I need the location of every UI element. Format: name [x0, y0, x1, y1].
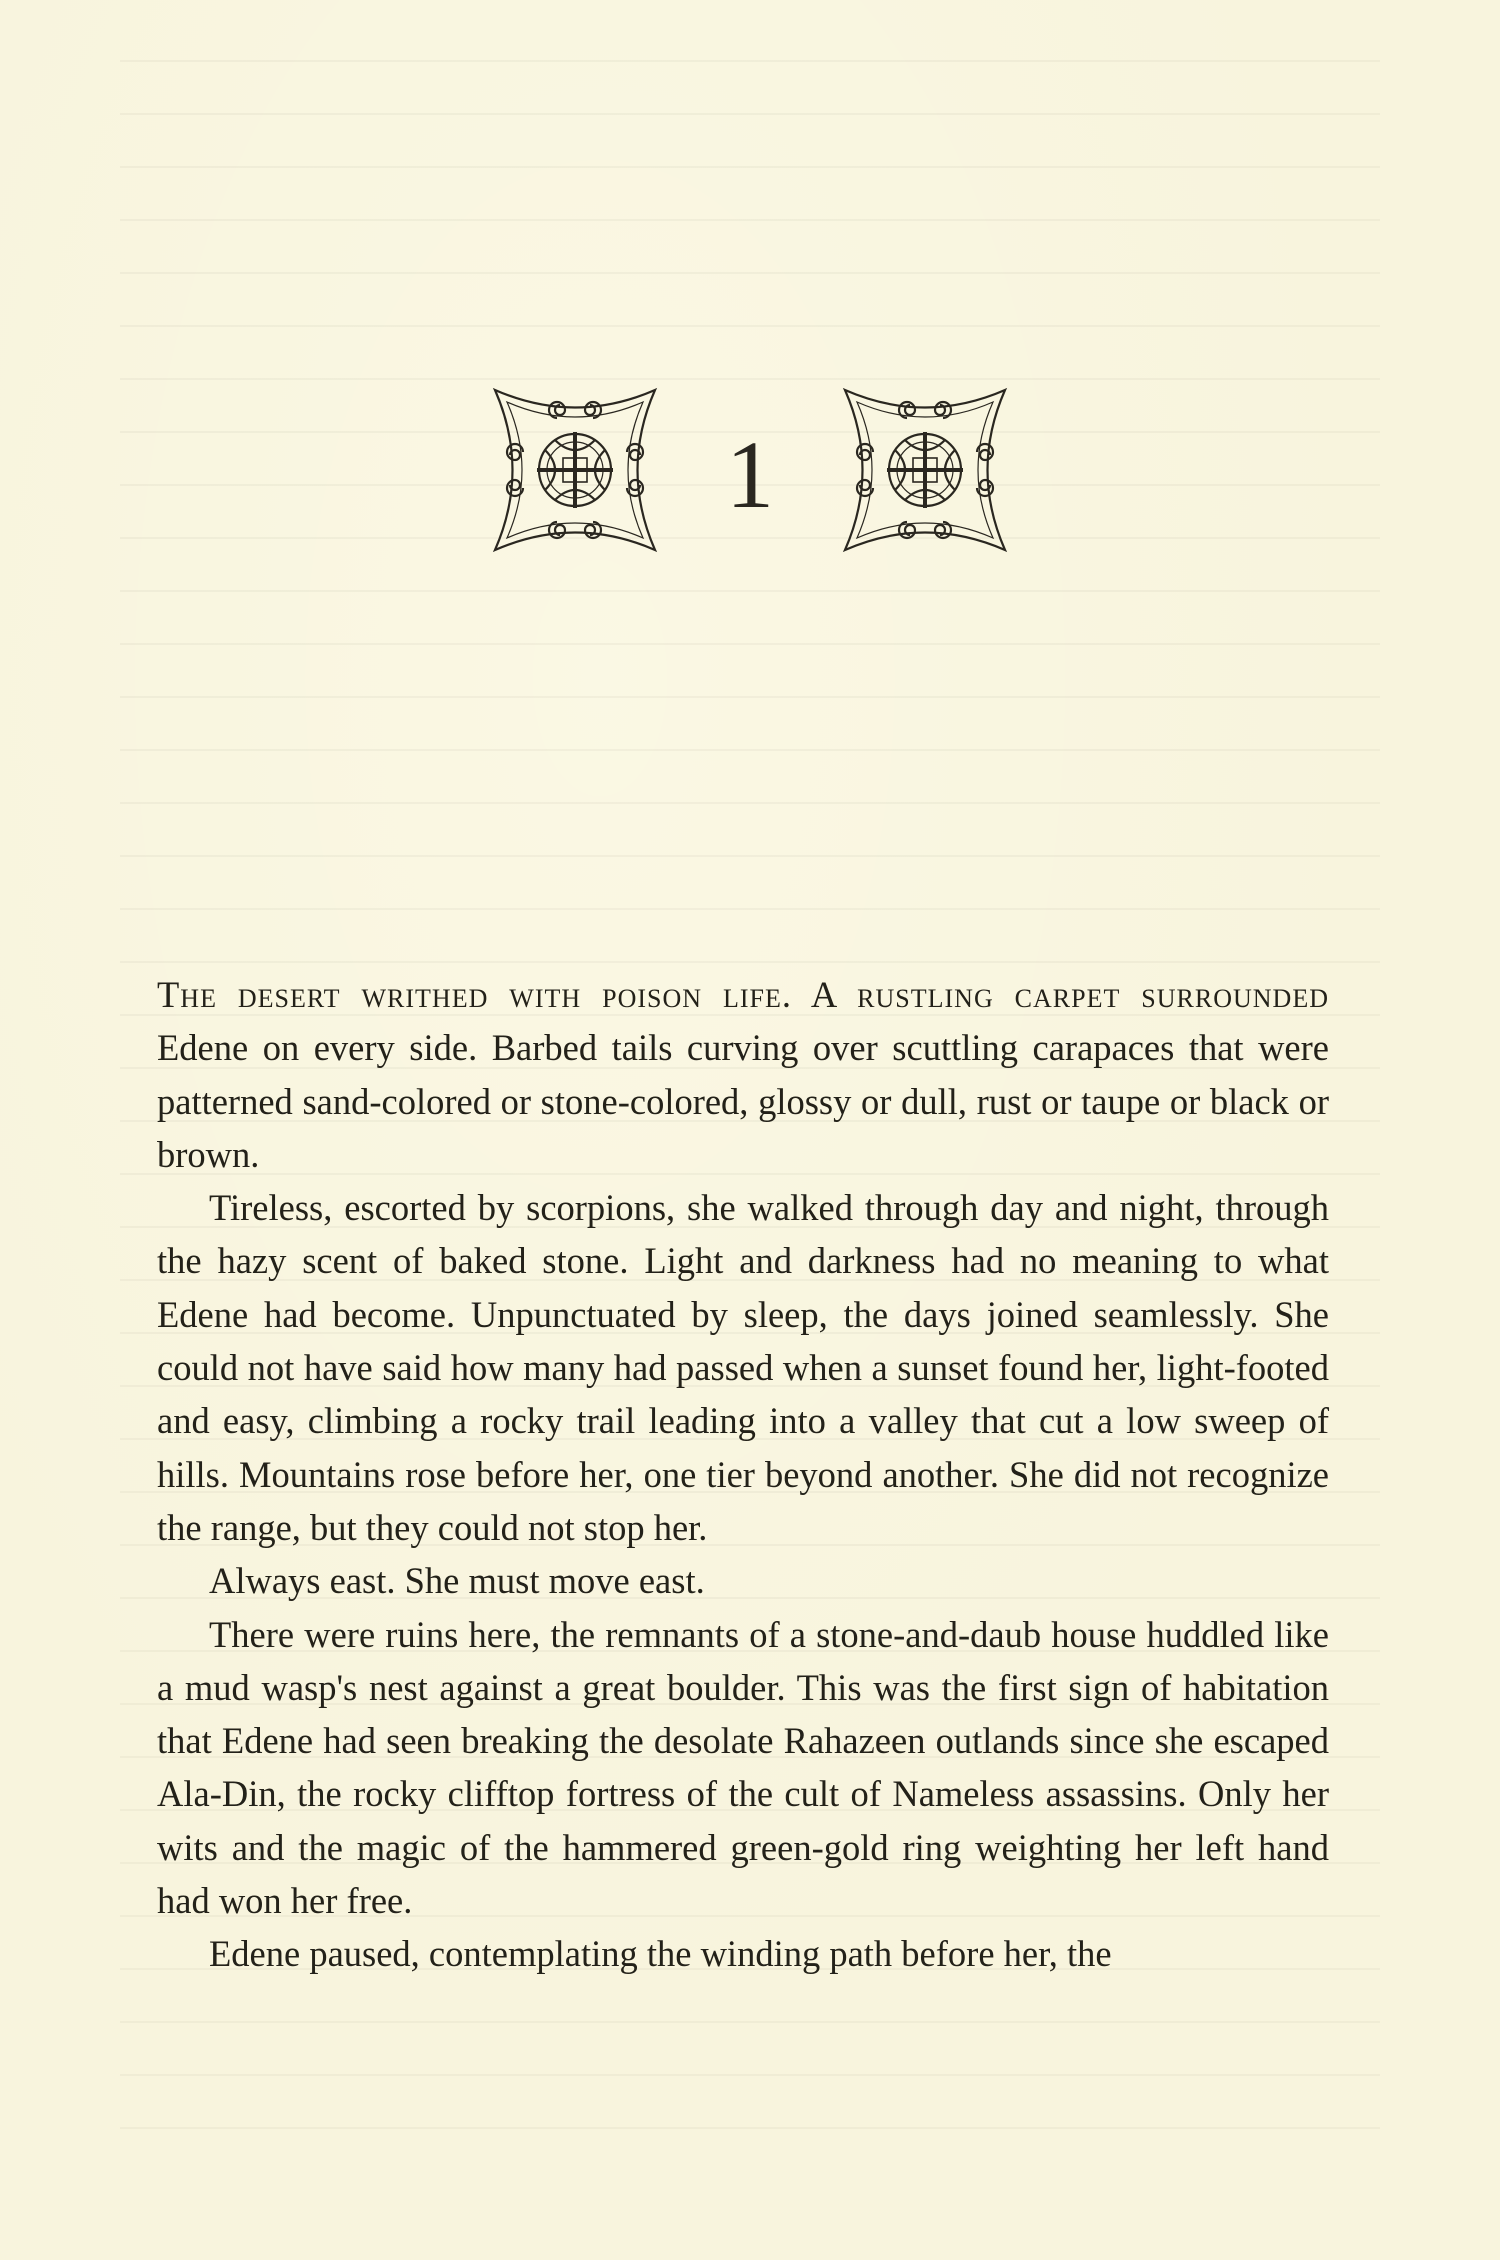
- paragraph-1: [157, 968, 1329, 1181]
- chapter-heading: [485, 380, 1015, 560]
- chapter-body: [157, 968, 1329, 1981]
- paragraph-1-text: Edene on every side. Barbed tails curving over scuttling carapaces that were patterned sand-colored or stone-colored, glossy or dull, rust or taupe or black or brown.: [157, 1027, 1329, 1175]
- opening-lead-in: The desert writhed with poison life. A rustling carpet surrounded: [157, 974, 1329, 1015]
- celtic-knot-ornament-icon: [485, 380, 665, 560]
- paragraph-3: Always east. She must move east.: [209, 1560, 705, 1602]
- chapter-number: 1: [726, 421, 774, 528]
- paragraph-2: Tireless, escorted by scorpions, she walked through day and night, through the hazy scent of baked stone. Light and darkness had no meaning to what Edene had become. Unpunctuated by sleep, the days joined seamlessly. She could not have said how many had passed when a sunset found her, light-footed and easy, climbing a rocky trail leading into a valley that cut a low sweep of hills. Mountains rose before her, one tier beyond another. She did not recognize the range, but they could not stop her.: [157, 1187, 1329, 1548]
- celtic-knot-ornament-icon: [835, 380, 1015, 560]
- paragraph-5: Edene paused, contemplating the winding path before her, the: [209, 1933, 1112, 1975]
- paragraph-4: There were ruins here, the remnants of a stone-and-daub house huddled like a mud wasp's nest against a great boulder. This was the first sign of habitation that Edene had seen breaking the desolate Rahazeen outlands since she escaped Ala-Din, the rocky clifftop fortress of the cult of Nameless assassins. Only her wits and the magic of the hammered green-gold ring weighting her left hand had won her free.: [157, 1613, 1329, 1922]
